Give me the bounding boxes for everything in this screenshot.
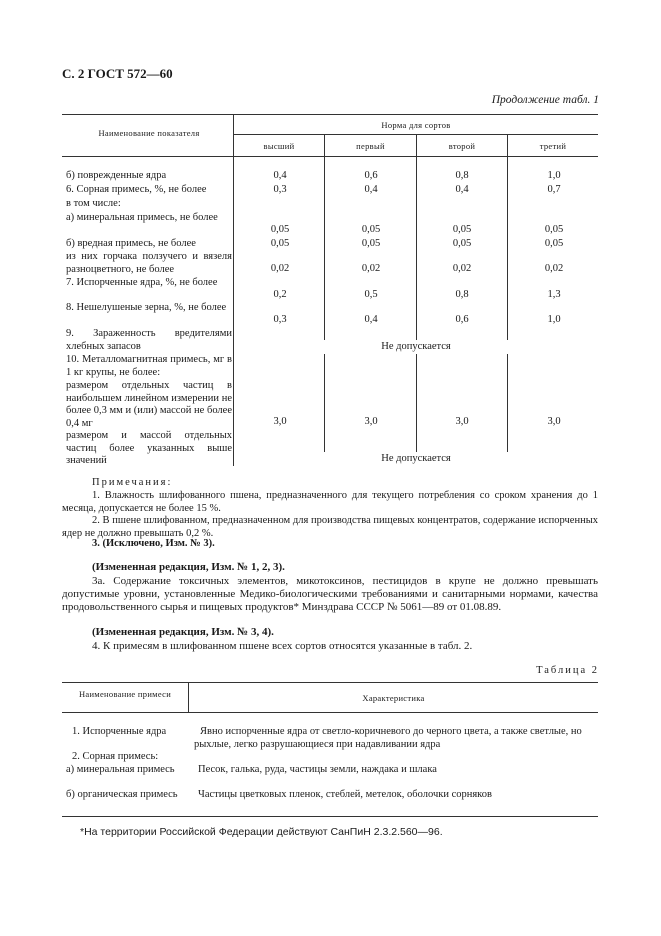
table-cell: 0,3 bbox=[273, 314, 287, 325]
table2-col-name: Наименование примеси bbox=[78, 689, 172, 699]
table-cell: 0,05 bbox=[270, 238, 290, 249]
table-cell: 3,0 bbox=[364, 416, 378, 427]
table-cell: 1,0 bbox=[547, 170, 561, 181]
table1-divider bbox=[233, 114, 234, 466]
table-row-label: б) вредная примесь, не более bbox=[66, 238, 196, 249]
table-cell: 0,05 bbox=[544, 224, 564, 235]
grade-header: второй bbox=[448, 141, 476, 151]
table2-col-desc: Характеристика bbox=[362, 693, 425, 703]
table-row-label: 10. Металломагнитная примесь, мг в 1 кг крупы, не более: bbox=[66, 354, 232, 378]
table-cell: 0,8 bbox=[455, 289, 469, 300]
table1-header-rule bbox=[62, 156, 598, 157]
grade-header: третий bbox=[539, 141, 567, 151]
continuation-label: Продолжение табл. 1 bbox=[491, 94, 599, 106]
page-code: С. 2 ГОСТ 572—60 bbox=[62, 66, 173, 81]
table-cell: 0,6 bbox=[455, 314, 469, 325]
merged-cell: Не допускается bbox=[381, 341, 451, 352]
table2-bottom-rule bbox=[62, 816, 598, 817]
table1-top-rule bbox=[62, 114, 598, 115]
grade-divider bbox=[324, 134, 325, 466]
table-cell: 0,7 bbox=[547, 184, 561, 195]
table1-col-indicator: Наименование показателя bbox=[98, 128, 200, 138]
table-cell: 0,4 bbox=[273, 170, 287, 181]
table-cell: 3,0 bbox=[455, 416, 469, 427]
table-cell: 0,4 bbox=[364, 184, 378, 195]
table-cell: 0,6 bbox=[364, 170, 378, 181]
table-row-label: из них горчака ползучего и вязеля разноцветного, не более bbox=[66, 251, 232, 275]
table-row-label: 7. Испорченные ядра, %, не более bbox=[66, 277, 218, 288]
edit-note: (Измененная редакция, Изм. № 1, 2, 3). bbox=[92, 561, 285, 573]
table1-col-norm: Норма для сортов bbox=[381, 120, 451, 130]
table-cell: 3,0 bbox=[273, 416, 287, 427]
table-cell: 0,05 bbox=[452, 238, 472, 249]
table-row-label: в том числе: bbox=[66, 198, 121, 209]
table-row-label: 6. Сорная примесь, %, не более bbox=[66, 184, 207, 195]
table2-row-label: 1. Испорченные ядра bbox=[72, 726, 167, 737]
paragraph-4: 4. К примесям в шлифованном пшене всех сортов относятся указанные в табл. 2. bbox=[92, 640, 473, 652]
table2-row-label: б) органическая примесь bbox=[66, 789, 178, 800]
table-cell: 0,4 bbox=[364, 314, 378, 325]
table-cell: 0,3 bbox=[273, 184, 287, 195]
table-cell: 0,05 bbox=[544, 238, 564, 249]
table-cell: 0,02 bbox=[270, 263, 290, 274]
table2-row-desc: Явно испорченные ядра от светло-коричневого до черного цвета, а также светлые, но рыхлые, легко разрушающиеся при надавливании ядра bbox=[194, 726, 582, 750]
table-cell: 1,0 bbox=[547, 314, 561, 325]
table-row-label: а) минеральная примесь, не более bbox=[66, 212, 218, 223]
table2-header-rule bbox=[62, 712, 598, 713]
table-cell: 0,4 bbox=[455, 184, 469, 195]
table-row-label: размером и массой отдельных частиц более указанных выше значений bbox=[66, 430, 232, 466]
table-cell: 0,05 bbox=[361, 238, 381, 249]
table-cell: 0,02 bbox=[361, 263, 381, 274]
note-item: 1. Влажность шлифованного пшена, предназначенного для текущего потребления со сроком хранения до 1 месяца, допускается не более 15 %. bbox=[62, 490, 598, 514]
table-cell: 0,02 bbox=[452, 263, 472, 274]
table2-row-desc: Частицы цветковых пленок, стеблей, метелок, оболочки сорняков bbox=[198, 789, 492, 800]
grade-header: высший bbox=[263, 141, 295, 151]
grade-divider bbox=[416, 134, 417, 466]
grade-header: первый bbox=[356, 141, 385, 151]
table-row-label: б) поврежденные ядра bbox=[66, 170, 167, 181]
table2-row-desc: Песок, галька, руда, частицы земли, наждака и шлака bbox=[198, 764, 437, 775]
paragraph-3a: 3а. Содержание токсичных элементов, микотоксинов, пестицидов в крупе не должно превышать допустимые уровни, установленные Медико-биологическими требованиями и санитарными нормами, качества продовольственного сырья и пищевых продуктов* Минздрава СССР № 5061—89 от 01.08.89. bbox=[62, 575, 598, 613]
table2-row-label: 2. Сорная примесь: bbox=[72, 751, 159, 762]
table-cell: 0,05 bbox=[452, 224, 472, 235]
table-cell: 0,2 bbox=[273, 289, 287, 300]
table2-caption: Таблица 2 bbox=[536, 665, 599, 676]
table2-top-rule bbox=[62, 682, 598, 683]
table-cell: 0,8 bbox=[455, 170, 469, 181]
note-item: 2. В пшене шлифованном, предназначенном для производства пищевых концентратов, содержание испорченных ядер не должно превышать 0,2 %. bbox=[62, 515, 598, 539]
table-row-label: 9. Зараженность вредителями хлебных запасов bbox=[66, 328, 232, 352]
table-cell: 0,05 bbox=[270, 224, 290, 235]
table-cell: 3,0 bbox=[547, 416, 561, 427]
table-cell: 0,02 bbox=[544, 263, 564, 274]
note-item: 3. (Исключено, Изм. № 3). bbox=[92, 538, 215, 549]
table2-row-label: а) минеральная примесь bbox=[66, 764, 175, 775]
table-cell: 1,3 bbox=[547, 289, 561, 300]
table-cell: 0,05 bbox=[361, 224, 381, 235]
table-cell: 0,5 bbox=[364, 289, 378, 300]
edit-note: (Измененная редакция, Изм. № 3, 4). bbox=[92, 626, 274, 638]
notes-title: Примечания: bbox=[92, 477, 173, 488]
merged-cell: Не допускается bbox=[381, 453, 451, 464]
footnote: *На территории Российской Федерации действуют СанПиН 2.3.2.560—96. bbox=[80, 826, 443, 838]
table-row-label: 8. Нешелушеные зерна, %, не более bbox=[66, 302, 227, 313]
grade-divider bbox=[507, 134, 508, 466]
table-row-label: размером отдельных частиц в наибольшем линейном измерении не более 0,3 мм и (или) массой не более 0,4 мг bbox=[66, 380, 232, 429]
